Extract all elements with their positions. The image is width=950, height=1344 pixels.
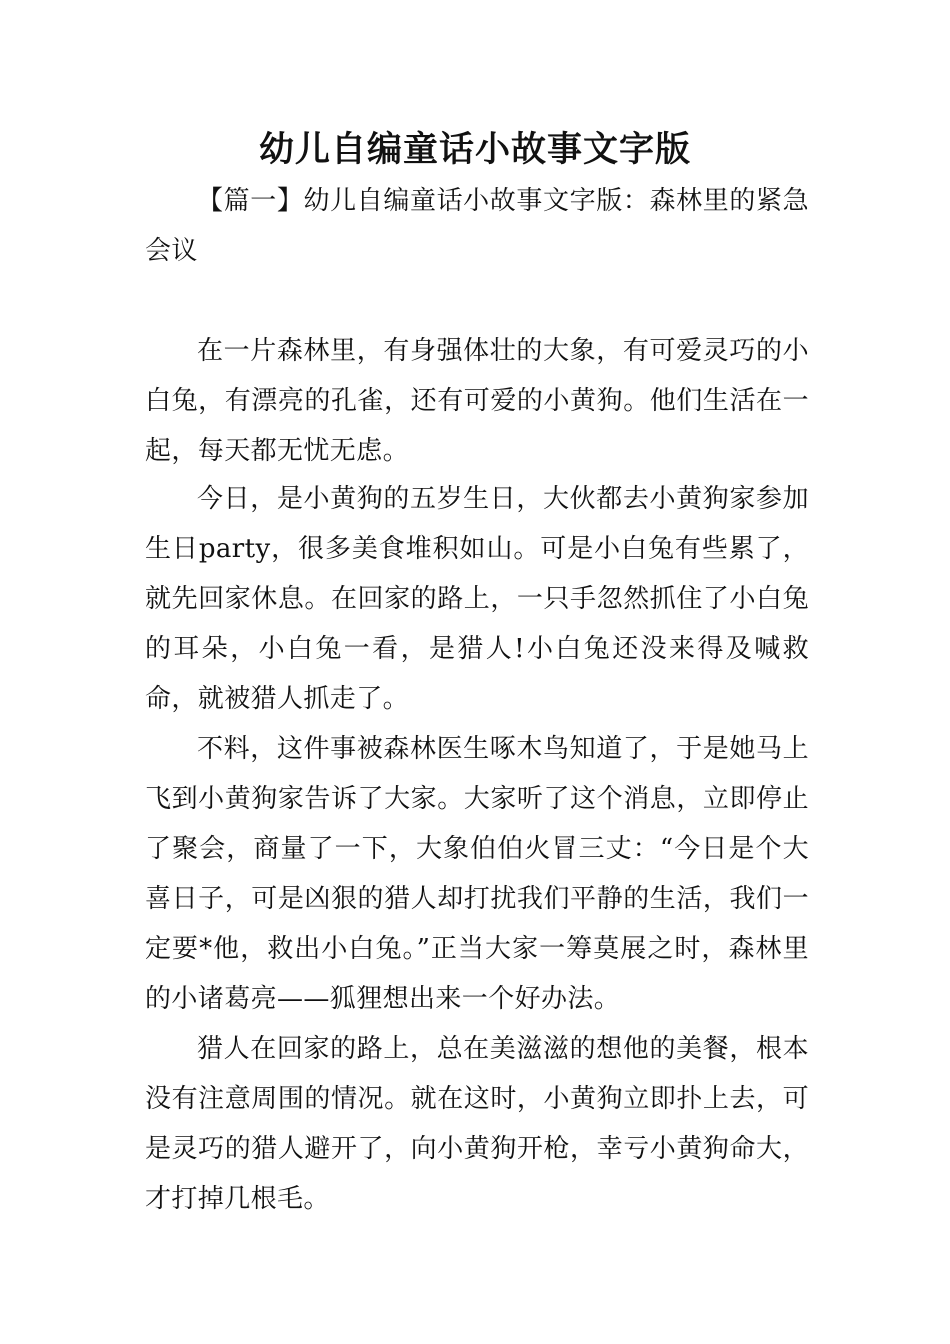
paragraph-3: 不料，这件事被森林医生啄木鸟知道了，于是她马上飞到小黄狗家告诉了大家。大家听了这个消息，立即停止了聚会，商量了一下，大象伯伯火冒三丈：“今日是个大喜日子，可是凶狠的猎人却打扰我们平静的生活，我们一定要*他，救出小白兔。”正当大家一筹莫展之时，森林里的小诸葛亮——狐狸想出来一个好办法。 (145, 734, 809, 1014)
section-heading: 【篇一】幼儿自编童话小故事文字版：森林里的紧急会议 (145, 186, 809, 266)
paragraph-1: 在一片森林里，有身强体壮的大象，有可爱灵巧的小白兔，有漂亮的孔雀，还有可爱的小黄狗。他们生活在一起，每天都无忧无虑。 (145, 336, 809, 466)
document-title: 幼儿自编童话小故事文字版 (258, 130, 691, 170)
paragraph-4: 猎人在回家的路上，总在美滋滋的想他的美餐，根本没有注意周围的情况。就在这时，小黄狗立即扑上去，可是灵巧的猎人避开了，向小黄狗开枪，幸亏小黄狗命大，才打掉几根毛。 (145, 1034, 809, 1214)
paragraph-2: 今日，是小黄狗的五岁生日，大伙都去小黄狗家参加生日party，很多美食堆积如山。可是小白兔有些累了，就先回家休息。在回家的路上，一只手忽然抓住了小白兔的耳朵，小白兔一看，是猎人!小白兔还没来得及喊救命，就被猎人抓走了。 (145, 484, 809, 714)
